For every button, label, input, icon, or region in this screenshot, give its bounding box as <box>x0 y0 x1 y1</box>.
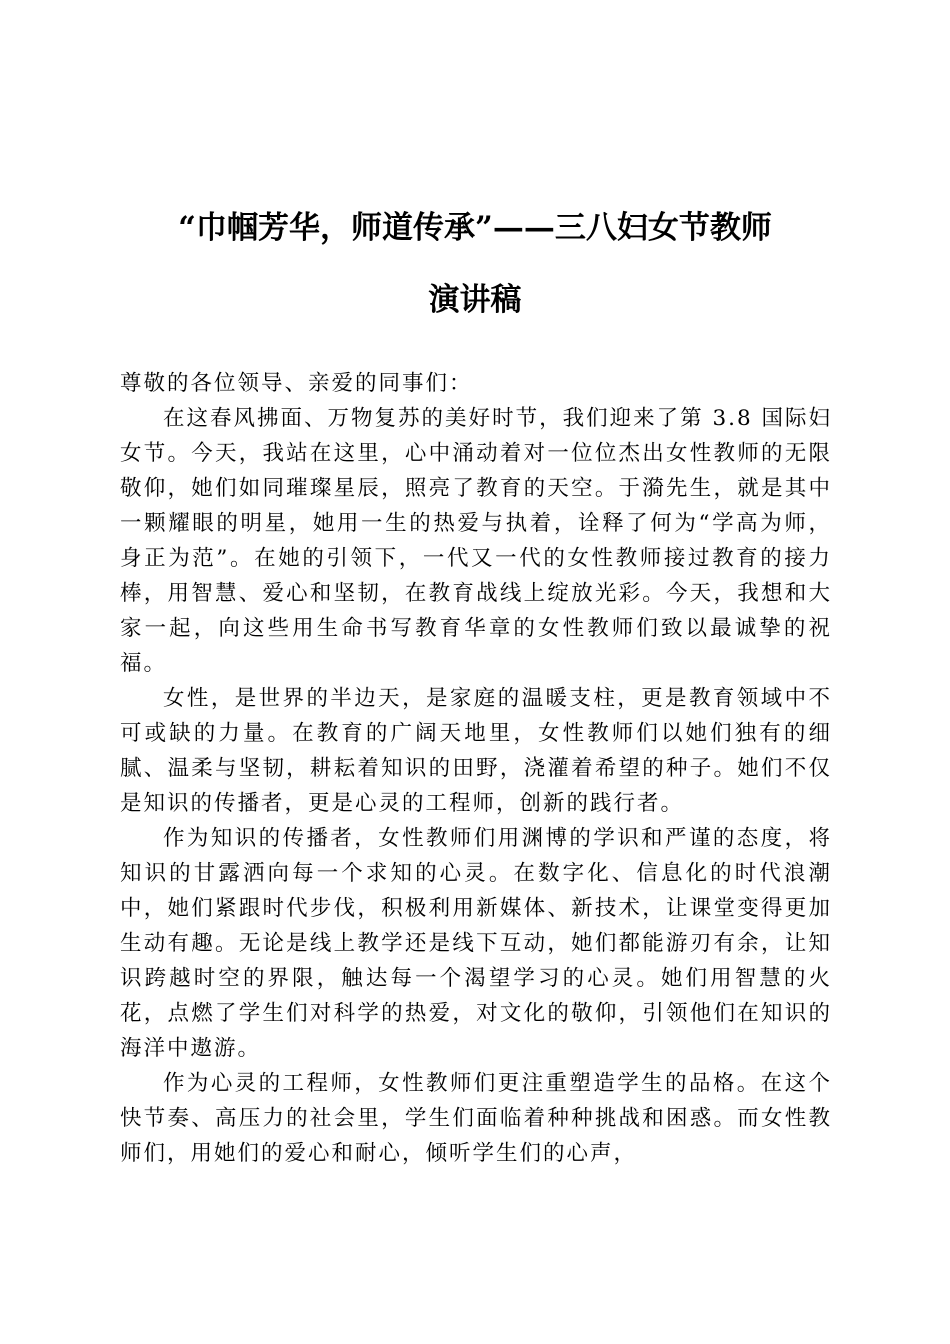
title-line-2: 演讲稿 <box>428 282 522 318</box>
document-body <box>120 366 832 1171</box>
paragraph-3: 作为知识的传播者，女性教师们用渊博的学识和严谨的态度，将知识的甘露洒向每一个求知的心灵。在数字化、信息化的时代浪潮中，她们紧跟时代步伐，积极利用新媒体、新技术，让课堂变得更加生动有趣。无论是线上教学还是线下互动，她们都能游刃有余，让知识跨越时空的界限，触达每一个渴望学习的心灵。她们用智慧的火花，点燃了学生们对科学的热爱，对文化的敬仰，引领他们在知识的海洋中遨游。 <box>120 826 832 1061</box>
salutation: 尊敬的各位领导、亲爱的同事们： <box>120 371 473 396</box>
paragraph-4: 作为心灵的工程师，女性教师们更注重塑造学生的品格。在这个快节奏、高压力的社会里，学生们面临着种种挑战和困惑。而女性教师们，用她们的爱心和耐心，倾听学生们的心声， <box>120 1071 832 1166</box>
paragraph-1: 在这春风拂面、万物复苏的美好时节，我们迎来了第 3.8 国际妇女节。今天，我站在这里，心中涌动着对一位位杰出女性教师的无限敬仰，她们如同璀璨星辰，照亮了教育的天空。于漪先生，就是其中一颗耀眼的明星，她用一生的热爱与执着，诠释了何为“学高为师，身正为范”。在她的引领下，一代又一代的女性教师接过教育的接力棒，用智慧、爱心和坚韧，在教育战线上绽放光彩。今天，我想和大家一起，向这些用生命书写教育华章的女性教师们致以最诚挚的祝福。 <box>120 406 832 676</box>
title-line-1: “巾帼芳华，师道传承”——三八妇女节教师 <box>178 210 772 246</box>
paragraph-2: 女性，是世界的半边天，是家庭的温暖支柱，更是教育领域中不可或缺的力量。在教育的广阔天地里，女性教师们以她们独有的细腻、温柔与坚韧，耕耘着知识的田野，浇灌着希望的种子。她们不仅是知识的传播者，更是心灵的工程师，创新的践行者。 <box>120 686 832 816</box>
document-title <box>60 192 890 336</box>
